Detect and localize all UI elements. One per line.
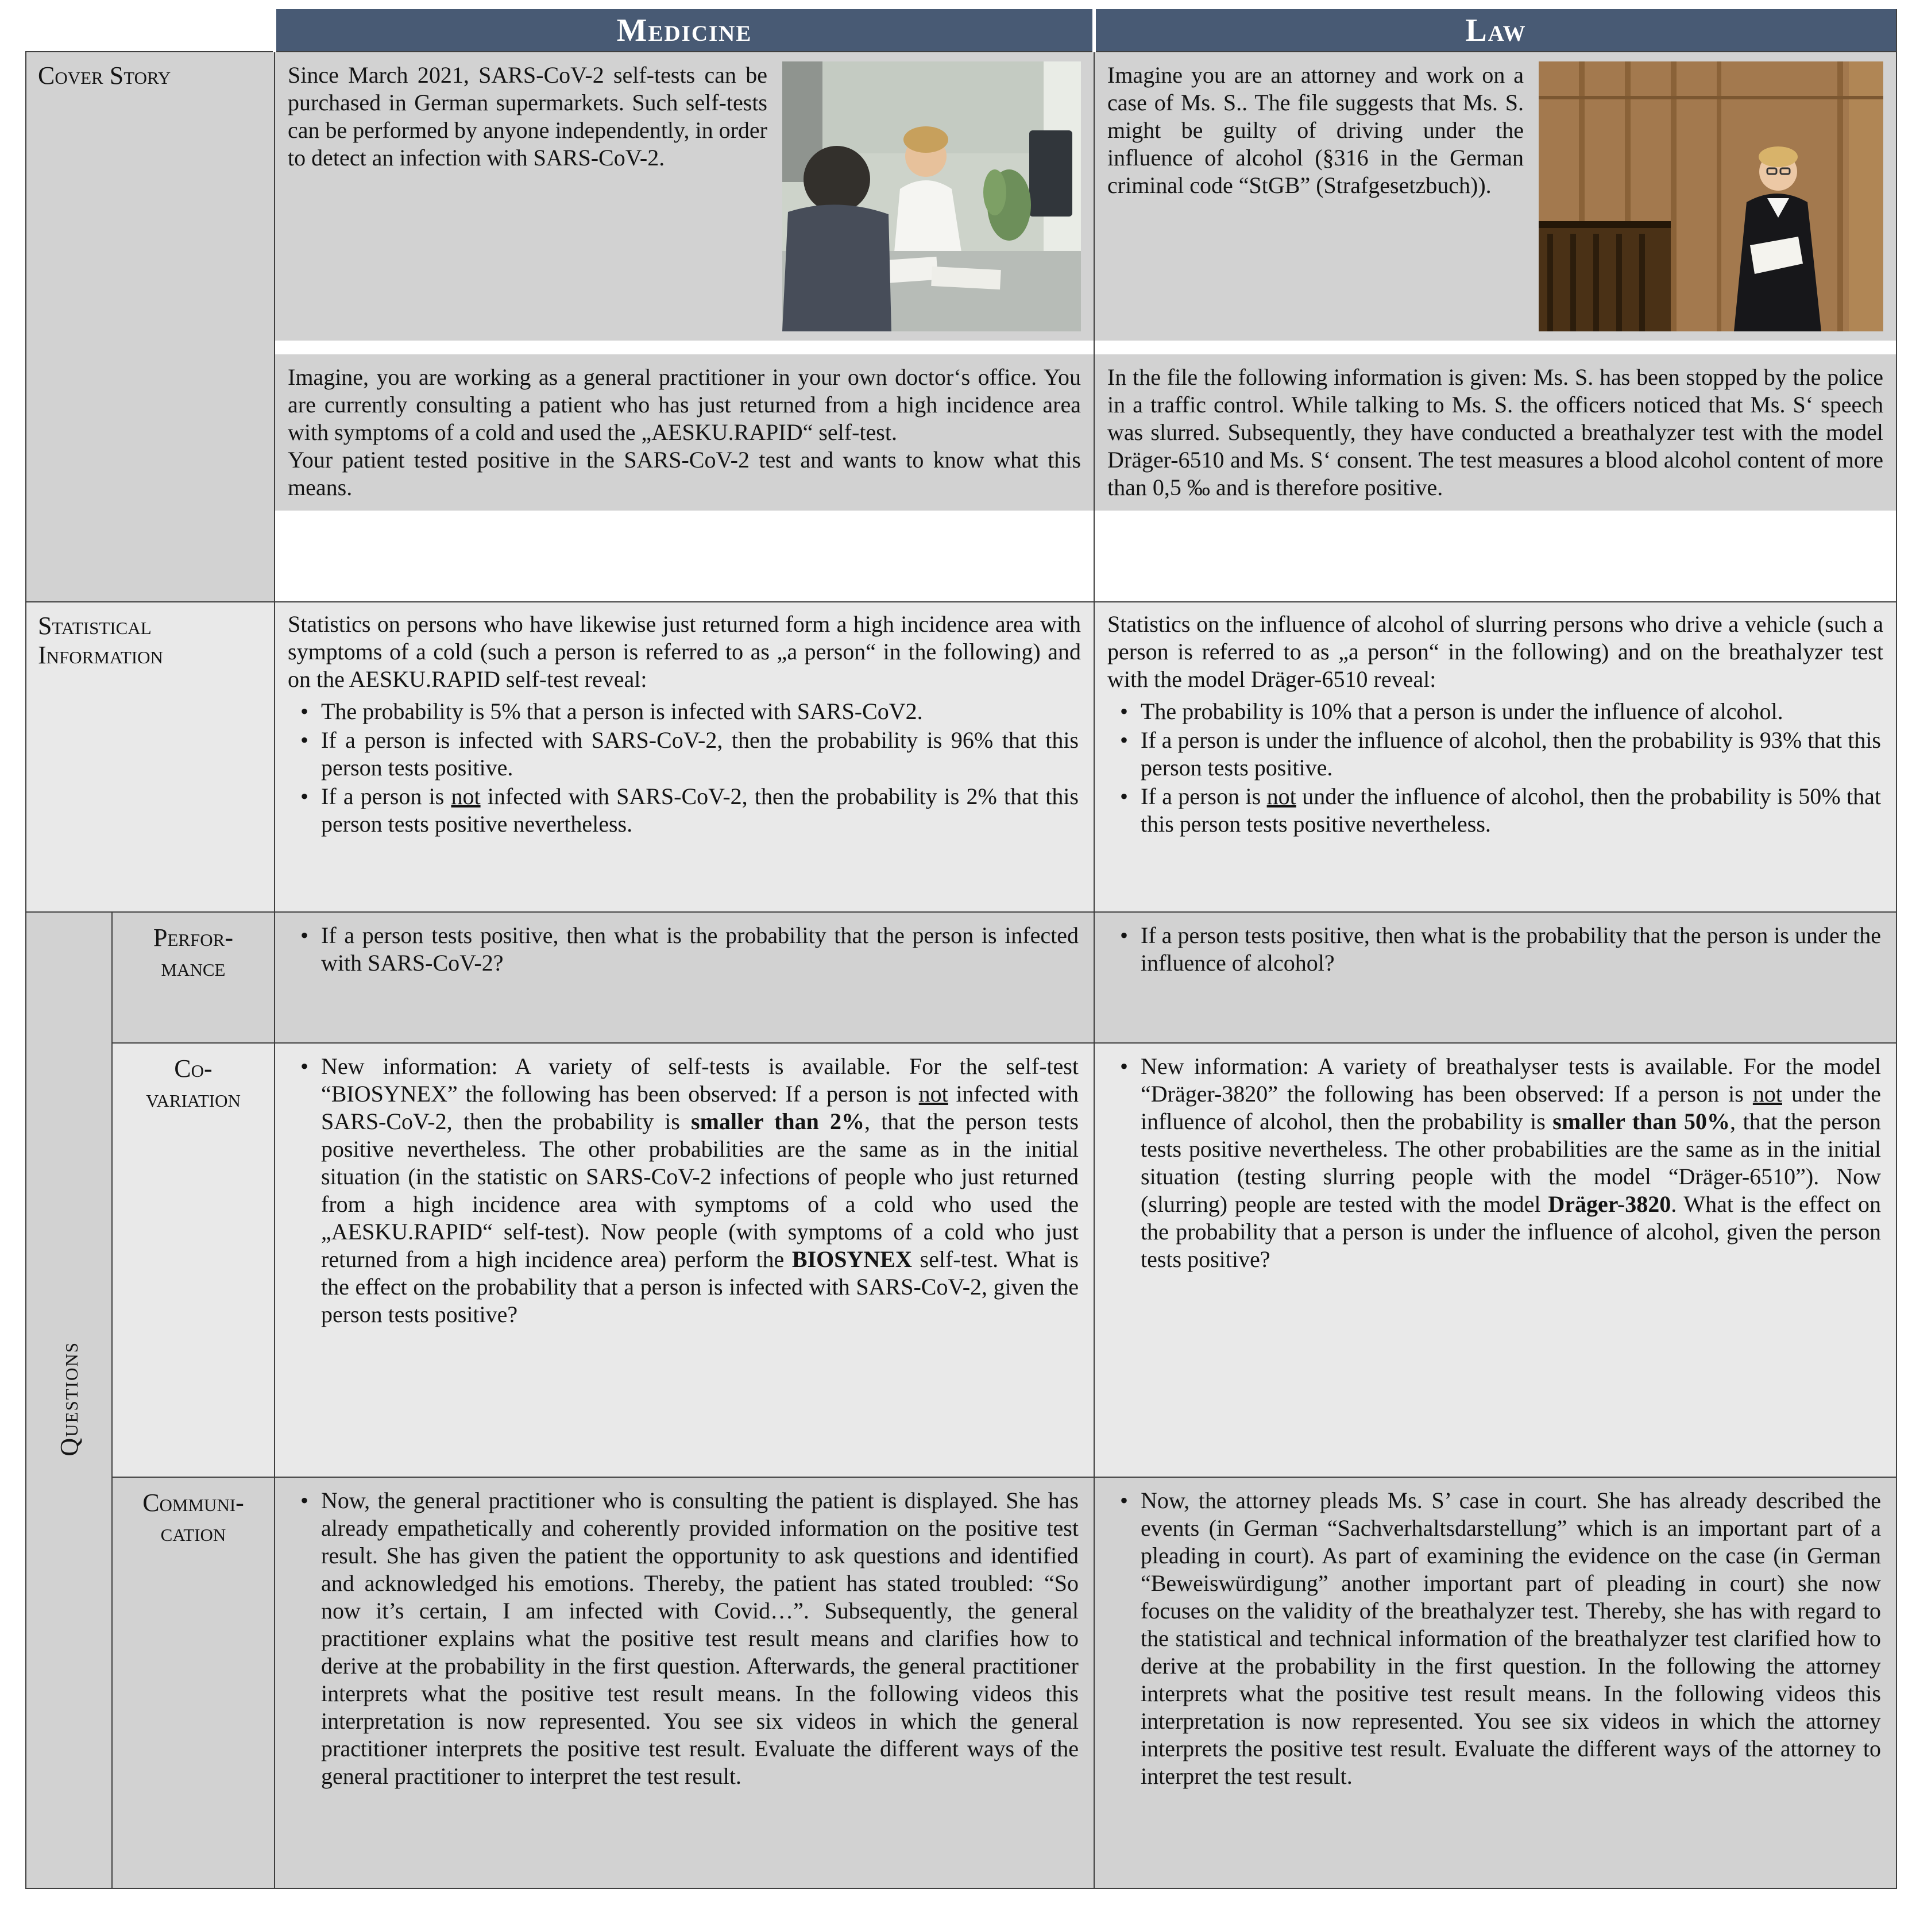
row-label-questions [26,912,112,1888]
performance-law-cell [1094,912,1896,1043]
statistics-medicine-bullet-3: • If a person is not infected with SARS-CoV-2, then the probability is 2% that this person tests positive nevertheless. [288,783,1081,838]
cover-medicine-intro-text: Since March 2021, SARS-CoV-2 self-tests can be purchased in German supermarkets. Such self-tests can be performed by anyone independently, in order to detect an infection with SARS-CoV-2. [288,62,767,171]
communication-medicine-bullet: • Now, the general practitioner who is consulting the patient is displayed. She has already empathetically and coherently provided information on the positive test result. She has given the patient the opportunity to ask questions and identified and acknowledged his emotions. Thereby, the patient has stated troubled: “So now it’s certain, I am infected with Covid…”. Subsequently, the general practitioner explains what the positive test result means and clarifies how to derive at the probability in the first question. Afterwards, the general practitioner interprets what the positive test result means. In the following videos this interpretation is now represented. You see six videos in which the general practitioner interprets the positive test result. Evaluate the different ways of the general practitioner to interpret the test result. [288,1487,1081,1790]
communication-label-line2: cation [160,1518,226,1547]
doctor-consultation-photo [782,61,1081,331]
medicine-law-comparison-table [25,9,1897,1889]
bullet-icon: • [1119,1053,1128,1079]
cover-law-body-p1: In the file the following information is given: Ms. S. has been stopped by the police in a traffic control. While talking to Ms. S. the officers noticed that Ms. S‘ speech was slurred. Subsequently, they have conducted a breathalyzer test with the model Dräger-6510 and Ms. S‘ consent. The test measures a blood alcohol content of more than 0,5 ‰ and is therefore positive. [1107,364,1883,500]
row-label-communication [112,1477,275,1888]
bullet-icon: • [1119,922,1128,948]
row-label-performance [112,912,275,1043]
performance-medicine-cell [275,912,1094,1043]
covariation-label-line1: Co- [174,1054,213,1083]
performance-label-line2: mance [161,953,226,982]
covariation-medicine-cell [275,1043,1094,1477]
statistics-medicine-bullet-1: • The probability is 5% that a person is infected with SARS-CoV2. [288,698,1081,725]
statistics-law-bullet-2: • If a person is under the influence of alcohol, then the probability is 93% that this person tests positive. [1107,727,1883,782]
performance-medicine-bullet: • If a person tests positive, then what is the probability that the person is infected with SARS-CoV-2? [288,922,1081,977]
statistics-law-intro: Statistics on the influence of alcohol of slurring persons who drive a vehicle (such a person is referred to as „a person“ in the following) and on the breathalyzer test with the model Dräger-6510 reveal: [1107,611,1883,692]
cover-story-row [26,52,1896,602]
covariation-medicine-bullet: • New information: A variety of self-tests is available. For the self-test “BIOSYNEX” the following has been observed: If a person is not infected with SARS-CoV-2, then the probability is smaller than 2%, that the person tests positive nevertheless. The other probabilities are the same as in the initial situation (in the statistic on SARS-CoV-2 infections of people who just returned from a high incidence area with symptoms of a cold who used the „AESKU.RAPID“ self-test). Now people (with symptoms of a cold who just returned from a high incidence area) perform the BIOSYNEX self-test. What is the effect on the probability that a person is infected with SARS-CoV-2, given the person tests positive? [288,1053,1081,1328]
column-header-medicine: Medicine [275,9,1094,52]
bullet-icon: • [300,1053,308,1079]
cover-medicine-body-p1: Imagine, you are working as a general practitioner in your own doctor‘s office. You are currently consulting a patient who has just returned from a high incidence area with symptoms of a cold and used the „AESKU.RAPID“ self-test. [288,364,1081,445]
statistical-information-label: Statistical Information [38,612,163,669]
attorney-courtroom-photo [1539,61,1883,331]
bullet-icon: • [1119,1487,1128,1513]
bullet-icon: • [300,922,308,948]
cover-story-label: Cover Story [38,61,171,90]
corner-cell [26,9,275,52]
cover-story-law-cell [1094,52,1896,602]
cover-medicine-body-block [275,354,1094,511]
row-label-cover-story [26,52,275,602]
cover-law-intro-text: Imagine you are an attorney and work on a case of Ms. S.. The file suggests that Ms. S. might be guilty of driving under the influence of alcohol (§316 in the German criminal code “StGB” (Strafgesetzbuch)). [1107,62,1524,198]
statistical-information-row [26,602,1896,912]
column-header-law: Law [1094,9,1896,52]
communication-law-cell [1094,1477,1896,1888]
cover-story-medicine-cell [275,52,1094,602]
performance-label-line1: Perfor- [153,924,234,952]
statistics-law-bullet-1: • The probability is 10% that a person is under the influence of alcohol. [1107,698,1883,725]
communication-law-bullet: • Now, the attorney pleads Ms. S’ case in court. She has already described the events (in German “Sachverhaltsdarstellung” which is an important part of a pleading in court). As part of examining the evidence on the case (in German “Beweiswürdigung” another important part of pleading in court) she now focuses on the validity of the breathalyzer test. Thereby, she has with regard to the statistical and technical information of the breathalyzer test clarified how to derive at the probability in the first question. In the following the attorney interprets what the positive test result means. In the following videos this interpretation is now represented. You see six videos in which the attorney interprets the positive test result. Evaluate the different ways of the attorney to interpret the test result. [1107,1487,1883,1790]
bullet-icon: • [300,727,308,753]
bullet-icon: • [300,1487,308,1513]
performance-law-bullet: • If a person tests positive, then what is the probability that the person is under the influence of alcohol? [1107,922,1883,977]
cover-law-body-block [1095,354,1896,511]
statistics-medicine-bullets [288,698,1081,838]
statistics-law-bullets [1107,698,1883,838]
bullet-icon: • [1119,698,1128,724]
header-row [26,9,1896,52]
communication-medicine-cell [275,1477,1094,1888]
communication-label-line1: Communi- [142,1489,244,1517]
cover-medicine-intro-block [275,52,1094,341]
statistics-medicine-cell [275,602,1094,912]
bullet-icon: • [1119,727,1128,753]
row-label-statistical-information [26,602,275,912]
communication-question-row [26,1477,1896,1888]
performance-question-row [26,912,1896,1043]
row-label-covariation [112,1043,275,1477]
cover-medicine-body-p2: Your patient tested positive in the SARS-CoV-2 test and wants to know what this means. [288,447,1081,500]
covariation-law-bullet: • New information: A variety of breathalyser tests is available. For the model “Dräger-3820” the following has been observed: If a person is not under the influence of alcohol, then the probability is smaller than 50%, that the person tests positive nevertheless. The other probabilities are the same as in the initial situation (testing slurring people with the model “Dräger-6510”). Now (slurring) people are tested with the model Dräger-3820. What is the effect on the probability that a person is under the influence of alcohol, given the person tests positive? [1107,1053,1883,1273]
bullet-icon: • [300,698,308,724]
statistics-law-cell [1094,602,1896,912]
bullet-icon: • [1119,783,1128,809]
questions-label: Questions [55,1341,83,1456]
statistics-medicine-bullet-2: • If a person is infected with SARS-CoV-2, then the probability is 96% that this person tests positive. [288,727,1081,782]
cover-law-intro-block [1095,52,1896,341]
covariation-label-line2: variation [146,1084,241,1112]
statistics-law-bullet-3: • If a person is not under the influence of alcohol, then the probability is 50% that this person tests positive nevertheless. [1107,783,1883,838]
covariation-question-row [26,1043,1896,1477]
bullet-icon: • [300,783,308,809]
covariation-law-cell [1094,1043,1896,1477]
statistics-medicine-intro: Statistics on persons who have likewise just returned form a high incidence area with symptoms of a cold (such a person is referred to as „a person“ in the following) and on the AESKU.RAPID self-test reveal: [288,611,1081,692]
